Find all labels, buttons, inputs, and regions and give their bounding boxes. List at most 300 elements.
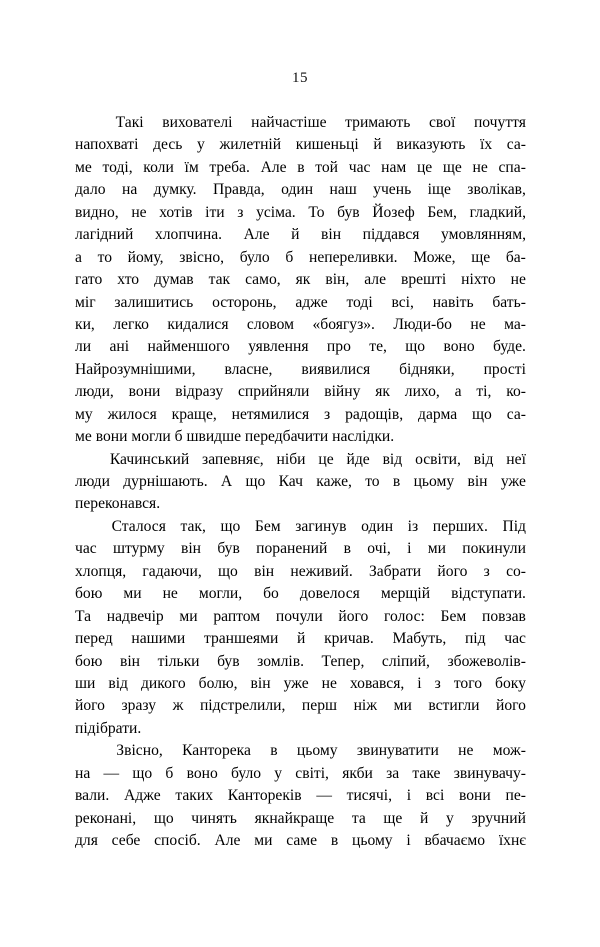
word: осторонь, — [212, 293, 277, 311]
word: ніхто — [461, 271, 496, 289]
word: всі, — [391, 293, 414, 311]
text-line — [75, 112, 526, 134]
word: гадаючи, — [142, 562, 202, 580]
text-line — [75, 673, 526, 695]
text-line — [75, 404, 526, 426]
word: війну — [324, 383, 361, 401]
paragraph — [75, 740, 526, 852]
word: усіма. — [256, 203, 296, 221]
word: з — [483, 562, 490, 580]
word: у — [197, 136, 205, 154]
word: іти — [205, 203, 225, 221]
text-line — [75, 157, 526, 179]
text-line — [75, 292, 526, 314]
word: так — [208, 271, 231, 289]
word: Тепер, — [321, 652, 365, 670]
word: кишеньці — [295, 136, 359, 154]
word: траншеями — [203, 630, 279, 648]
word: і — [417, 674, 422, 692]
word: їхнє — [498, 832, 526, 849]
word: гато — [75, 271, 103, 289]
word: Але — [243, 226, 270, 244]
word: наш — [329, 181, 357, 199]
line-text: підібрати. — [75, 719, 142, 737]
text-line — [75, 224, 526, 246]
word: із — [407, 517, 419, 535]
word: з — [434, 674, 441, 692]
text-line — [75, 538, 526, 560]
text-line — [75, 718, 526, 740]
word: ми — [393, 697, 412, 715]
word: покинули — [462, 540, 526, 558]
word: ані — [109, 338, 130, 356]
word: в — [343, 540, 351, 558]
line-text: ме вони могли б швидше передбачити наслідки. — [75, 428, 395, 446]
word: від — [108, 674, 128, 692]
word: іще — [427, 181, 451, 199]
word: а — [454, 383, 462, 401]
word: тримають — [345, 114, 411, 131]
text-line — [75, 426, 526, 448]
word: люди, — [75, 383, 114, 401]
word: тоді — [346, 293, 373, 311]
word: уявлення — [248, 338, 309, 356]
word: б — [165, 764, 174, 782]
word: залишитись — [114, 293, 194, 311]
word: — — [316, 787, 332, 805]
word: Бем — [254, 517, 281, 535]
text-line — [75, 336, 526, 358]
word: словом — [246, 315, 295, 333]
word: час — [348, 158, 371, 176]
word: міг — [75, 293, 96, 311]
word: бо — [263, 585, 279, 603]
word: підстрелили, — [199, 697, 286, 715]
word: звинуватити — [356, 742, 439, 760]
word: їх — [479, 136, 493, 154]
paragraph — [75, 449, 526, 516]
word: хто — [117, 271, 140, 289]
word: якби — [342, 764, 373, 782]
word: йому, — [127, 248, 164, 266]
word: видно, — [75, 203, 119, 221]
word: сприйняли — [238, 383, 310, 401]
word: му — [75, 405, 93, 423]
word: один — [361, 517, 394, 535]
word: під — [464, 630, 486, 648]
word: у — [446, 809, 454, 827]
word: що — [220, 517, 241, 535]
body-text-block — [75, 112, 526, 852]
word: зомлів. — [257, 652, 304, 670]
word: Звісно, — [116, 742, 163, 760]
word: але — [364, 271, 386, 289]
word: був — [217, 652, 240, 670]
word: збожеволів- — [447, 652, 526, 670]
word: ще — [383, 809, 403, 827]
word: їм — [184, 158, 199, 176]
word: «боягуз». — [312, 315, 375, 333]
word: це — [416, 158, 433, 176]
word: його — [437, 562, 468, 580]
word: думав — [154, 271, 194, 289]
word: від — [473, 450, 494, 468]
word: кидалися — [167, 315, 229, 333]
word: що — [405, 338, 426, 356]
word: Йозеф — [372, 203, 415, 221]
word: час — [75, 540, 97, 558]
word: вони — [459, 787, 491, 805]
word: реконані, — [75, 809, 137, 827]
word: бою — [75, 652, 103, 670]
word: власне, — [224, 360, 273, 378]
word: що — [218, 562, 238, 580]
word: непереливки. — [309, 248, 398, 266]
paragraph — [75, 516, 526, 740]
word: в — [392, 473, 401, 490]
word: са- — [506, 136, 526, 154]
text-line — [75, 830, 526, 852]
word: жилося — [107, 405, 157, 423]
word: жилетній — [219, 136, 282, 154]
text-line — [75, 561, 526, 583]
word: якнайкраще — [254, 809, 335, 827]
word: повзав — [481, 607, 526, 625]
text-line — [75, 471, 526, 493]
word: не — [472, 158, 488, 176]
word: Люди-бо — [393, 315, 452, 333]
word: врешті — [400, 271, 447, 289]
word: Може, — [413, 248, 456, 266]
word: дурнішають. — [123, 473, 208, 490]
word: бідняки, — [399, 360, 455, 378]
word: цьому — [413, 473, 455, 490]
word: світі, — [295, 764, 329, 782]
word: пе- — [505, 787, 526, 805]
word: Бем, — [427, 203, 457, 221]
word: Та — [75, 607, 92, 625]
text-line — [75, 583, 526, 605]
word: десь — [153, 136, 183, 154]
word: Качинський — [109, 450, 190, 468]
word: його — [338, 607, 369, 625]
word: те, — [369, 338, 387, 356]
word: дало — [75, 181, 106, 199]
word: дикого — [141, 674, 186, 692]
word: само, — [245, 271, 281, 289]
word: неживий. — [290, 562, 353, 580]
word: Такі — [115, 114, 144, 131]
word: зволікав, — [467, 181, 526, 199]
word: почуття — [473, 114, 526, 131]
word: так, — [180, 517, 206, 535]
word: запевняє, — [202, 450, 264, 468]
word: могли, — [198, 585, 243, 603]
word: Забрати — [369, 562, 422, 580]
word: найменшого — [147, 338, 230, 356]
word: як — [375, 383, 390, 401]
word: Правда, — [212, 181, 265, 199]
word: воно — [186, 764, 218, 782]
word: того — [453, 674, 483, 692]
word: ки, — [75, 315, 95, 333]
word: у — [274, 764, 283, 782]
word: цьому — [351, 832, 393, 849]
word: він — [321, 226, 342, 244]
word: звісно, — [179, 248, 225, 266]
word: Найрозумнішими, — [75, 360, 196, 378]
word: напохваті — [75, 136, 139, 154]
word: нашими — [131, 630, 186, 648]
word: що — [245, 473, 266, 490]
word: очі, — [367, 540, 391, 558]
word: ба- — [505, 248, 526, 266]
word: А — [220, 473, 233, 490]
word: для — [75, 832, 98, 849]
word: він, — [325, 271, 350, 289]
word: гладкий, — [469, 203, 526, 221]
word: тоді, — [102, 158, 133, 176]
first-line-indent — [75, 449, 97, 471]
word: ж — [172, 697, 184, 715]
word: голос: — [384, 607, 425, 625]
word: йде — [346, 450, 370, 468]
page-number: 15 — [292, 70, 308, 86]
word: боку — [495, 674, 526, 692]
word: мож- — [492, 742, 526, 760]
word: з — [324, 405, 331, 423]
word: це — [318, 450, 334, 468]
word: нетямилися — [231, 405, 310, 423]
word: — — [103, 764, 120, 782]
word: треба. — [209, 158, 250, 176]
word: вали. — [75, 787, 110, 805]
word: бою — [75, 585, 103, 603]
word: ко- — [506, 383, 526, 401]
word: учень — [373, 181, 412, 199]
word: довелося — [299, 585, 360, 603]
word: ши — [75, 674, 96, 692]
word: лагідний — [75, 226, 134, 244]
word: ніби — [276, 450, 306, 468]
word: відразу — [175, 383, 224, 401]
first-line-indent — [75, 516, 97, 538]
word: виявилися — [301, 360, 371, 378]
word: легко — [113, 315, 149, 333]
word: він — [119, 652, 140, 670]
text-line — [75, 314, 526, 336]
word: ми — [254, 832, 273, 849]
word: що — [472, 405, 492, 423]
word: хлопця, — [75, 562, 127, 580]
word: хотів — [159, 203, 193, 221]
word: в — [330, 832, 339, 849]
word: краще, — [171, 405, 217, 423]
word: і — [406, 787, 412, 805]
word: то — [365, 473, 380, 490]
word: було — [239, 248, 270, 266]
word: що — [153, 809, 174, 827]
word: лихо, — [404, 383, 440, 401]
word: перш — [301, 697, 337, 715]
word: піддався — [362, 226, 420, 244]
word: й — [373, 136, 382, 154]
word: він — [180, 540, 201, 558]
first-line-indent — [75, 740, 97, 762]
word: поранений — [256, 540, 328, 558]
word: не — [470, 315, 486, 333]
word: він — [250, 674, 271, 692]
word: свої — [428, 114, 456, 131]
word: бать- — [492, 293, 526, 311]
word: за — [386, 764, 400, 782]
word: прості — [483, 360, 526, 378]
word: адже — [295, 293, 328, 311]
text-line — [75, 269, 526, 291]
word: Канторека — [182, 742, 251, 760]
word: Але — [214, 832, 241, 849]
word: ще — [442, 158, 462, 176]
word: са- — [506, 405, 526, 423]
word: радощів, — [345, 405, 404, 423]
word: спосіб. — [154, 832, 201, 849]
word: Адже — [123, 787, 161, 805]
text-line — [75, 134, 526, 156]
word: нам — [381, 158, 407, 176]
text-line — [75, 808, 526, 830]
word: від — [382, 450, 403, 468]
word: буде. — [493, 338, 526, 356]
word: сліпий, — [381, 652, 430, 670]
word: він — [467, 473, 488, 490]
word: він — [254, 562, 275, 580]
first-line-indent — [75, 112, 97, 134]
word: ще — [471, 248, 491, 266]
word: не — [162, 585, 178, 603]
word: б — [285, 248, 294, 266]
word: звинувачу- — [453, 764, 526, 782]
word: чинять — [191, 809, 237, 827]
word: умовлянням, — [440, 226, 526, 244]
text-line — [75, 179, 526, 201]
word: зручний — [471, 809, 526, 827]
word: хлопчина. — [154, 226, 223, 244]
word: Але — [260, 158, 287, 176]
word: мерщій — [380, 585, 431, 603]
word: раптом — [213, 607, 261, 625]
line-text: переконався. — [75, 495, 161, 513]
word: то — [97, 248, 112, 266]
word: й — [291, 226, 300, 244]
word: таке — [412, 764, 441, 782]
word: тисячі, — [346, 787, 392, 805]
word: і — [407, 540, 412, 558]
word: встигли — [428, 697, 480, 715]
word: вбачаємо — [424, 832, 486, 849]
paragraph — [75, 112, 526, 449]
word: люди — [75, 473, 110, 490]
word: надвечір — [106, 607, 164, 625]
word: не — [510, 271, 526, 289]
word: й — [297, 630, 306, 648]
word: вихователі — [162, 114, 233, 131]
word: не — [458, 742, 474, 760]
word: було — [231, 764, 262, 782]
word: був — [217, 540, 240, 558]
text-line — [75, 359, 526, 381]
text-line — [75, 247, 526, 269]
word: себе — [111, 832, 141, 849]
word: ми — [427, 540, 446, 558]
word: виказують — [396, 136, 466, 154]
word: воно — [443, 338, 475, 356]
word: вони — [128, 383, 161, 401]
word: кричав. — [324, 630, 374, 648]
word: Кач — [278, 473, 303, 490]
word: відступати. — [451, 585, 526, 603]
word: найчастіше — [251, 114, 327, 131]
text-line — [75, 381, 526, 403]
word: не — [131, 203, 147, 221]
word: а — [75, 248, 82, 266]
word: спа- — [498, 158, 526, 176]
word: Під — [502, 517, 526, 535]
word: штурму — [113, 540, 165, 558]
text-line — [75, 651, 526, 673]
word: на — [75, 764, 91, 782]
word: дарма — [418, 405, 458, 423]
text-line — [75, 628, 526, 650]
word: й — [420, 809, 429, 827]
text-line — [75, 740, 526, 762]
word: ми — [123, 585, 142, 603]
word: в — [270, 742, 278, 760]
word: почули — [275, 607, 323, 625]
word: уже — [283, 674, 309, 692]
word: його — [496, 697, 526, 715]
word: перед — [75, 630, 113, 648]
word: таких — [175, 787, 214, 805]
word: загинув — [295, 517, 347, 535]
word: Мабуть, — [392, 630, 447, 648]
word: як — [295, 271, 311, 289]
word: час — [504, 630, 526, 648]
word: думку. — [153, 181, 197, 199]
text-line — [75, 516, 526, 538]
word: один — [281, 181, 314, 199]
word: каже, — [316, 473, 352, 490]
text-line — [75, 449, 526, 471]
text-line — [75, 493, 526, 515]
word: був — [337, 203, 360, 221]
word: неї — [506, 450, 526, 468]
word: з — [237, 203, 244, 221]
word: То — [308, 203, 325, 221]
text-line — [75, 785, 526, 807]
word: ли — [75, 338, 92, 356]
word: ми — [179, 607, 198, 625]
word: та — [351, 809, 366, 827]
word: перших. — [432, 517, 488, 535]
word: його — [75, 697, 105, 715]
word: Бем — [440, 607, 467, 625]
word: в — [297, 158, 305, 176]
word: ма- — [504, 315, 526, 333]
word: тільки — [157, 652, 200, 670]
text-line — [75, 695, 526, 717]
word: і — [406, 832, 411, 849]
word: коли — [143, 158, 174, 176]
